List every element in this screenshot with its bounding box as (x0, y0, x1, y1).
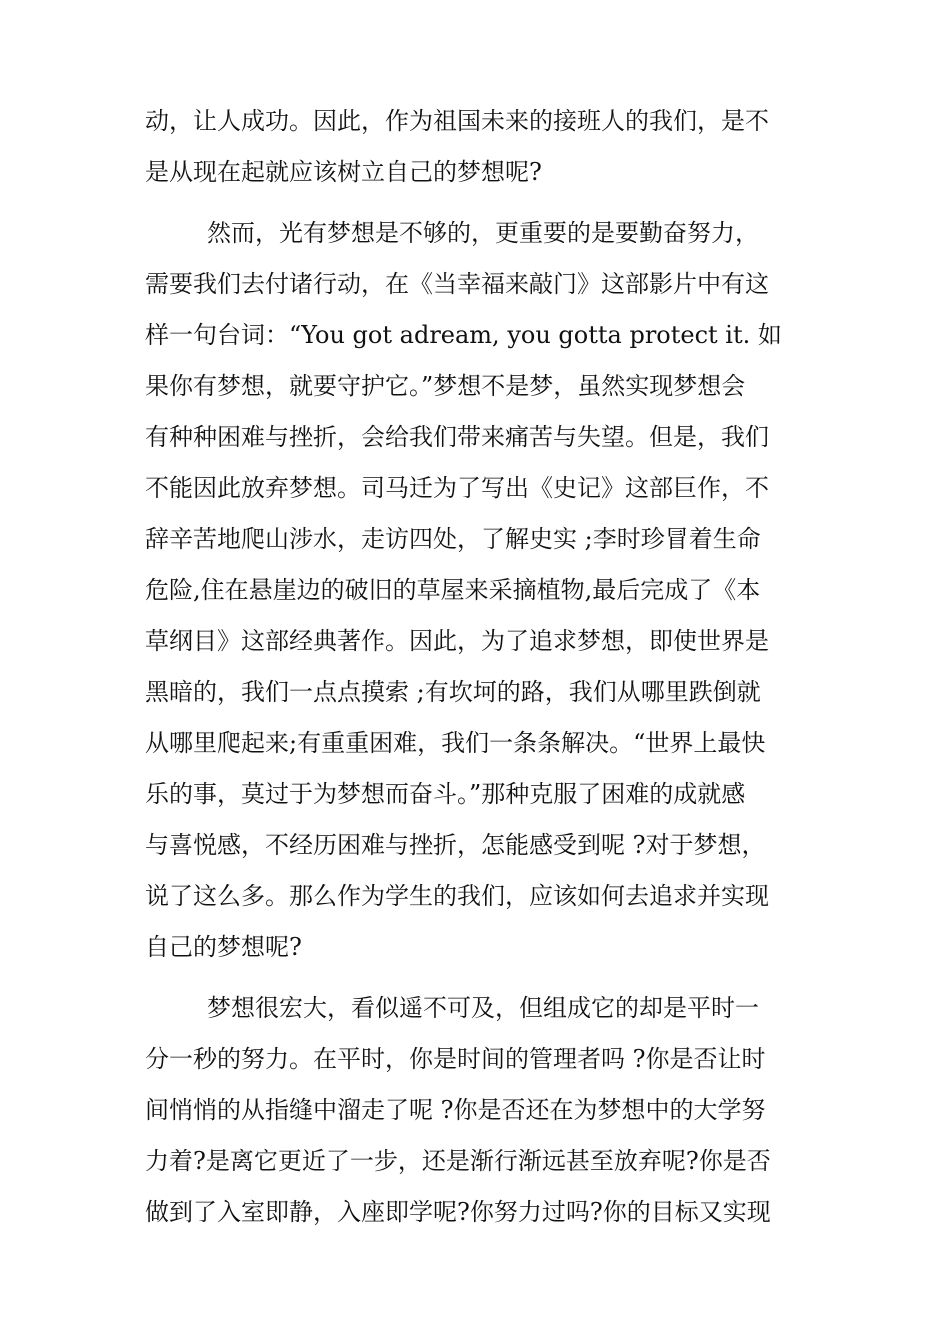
document-body (145, 96, 815, 1238)
text-line: 说了这么多。那么作为学生的我们，应该如何去追求并实现 (145, 882, 769, 910)
paragraph-first-line: 梦想很宏大，看似遥不可及，但组成它的却是平时一 (207, 994, 759, 1022)
text-line: 辞辛苦地爬山涉水，走访四处，了解史实 ;李时珍冒着生命 (145, 525, 761, 553)
text-line: 间悄悄的从指缝中溜走了呢 ?你是否还在为梦想中的大学努 (145, 1096, 766, 1124)
text-line: 与喜悦感，不经历困难与挫折，怎能感受到呢 ?对于梦想， (145, 831, 766, 859)
text-line: 危险,住在悬崖边的破旧的草屋来采摘植物,最后完成了《本 (145, 576, 761, 604)
text-line: 黑暗的，我们一点点摸索 ;有坎坷的路，我们从哪里跌倒就 (145, 678, 761, 706)
text-line: 从哪里爬起来;有重重困难，我们一条条解决。“世界上最快 (145, 729, 766, 757)
text-line: 自己的梦想呢? (145, 933, 302, 961)
text-line: 需要我们去付诸行动，在《当幸福来敲门》这部影片中有这 (145, 270, 769, 298)
text-line: 做到了入室即静，入座即学呢?你努力过吗?你的目标又实现 (145, 1198, 771, 1226)
text-line: 样一句台词：“You got adream, you gotta protect it. 如 (145, 321, 782, 349)
text-line: 动，让人成功。因此，作为祖国未来的接班人的我们，是不 (145, 107, 769, 135)
text-line: 是从现在起就应该树立自己的梦想呢? (145, 158, 542, 186)
text-line: 有种种困难与挫折，会给我们带来痛苦与失望。但是，我们 (145, 423, 769, 451)
text-line: 力着?是离它更近了一步，还是渐行渐远甚至放弃呢?你是否 (145, 1147, 771, 1175)
paragraph-first-line: 然而，光有梦想是不够的，更重要的是要勤奋努力， (207, 219, 759, 247)
text-line: 草纲目》这部经典著作。因此，为了追求梦想，即使世界是 (145, 627, 769, 655)
text-line: 不能因此放弃梦想。司马迁为了写出《史记》这部巨作，不 (145, 474, 769, 502)
text-line: 果你有梦想，就要守护它。”梦想不是梦，虽然实现梦想会 (145, 372, 746, 400)
text-line: 乐的事，莫过于为梦想而奋斗。”那种克服了困难的成就感 (145, 780, 746, 808)
text-line: 分一秒的努力。在平时，你是时间的管理者吗 ?你是否让时 (145, 1045, 766, 1073)
